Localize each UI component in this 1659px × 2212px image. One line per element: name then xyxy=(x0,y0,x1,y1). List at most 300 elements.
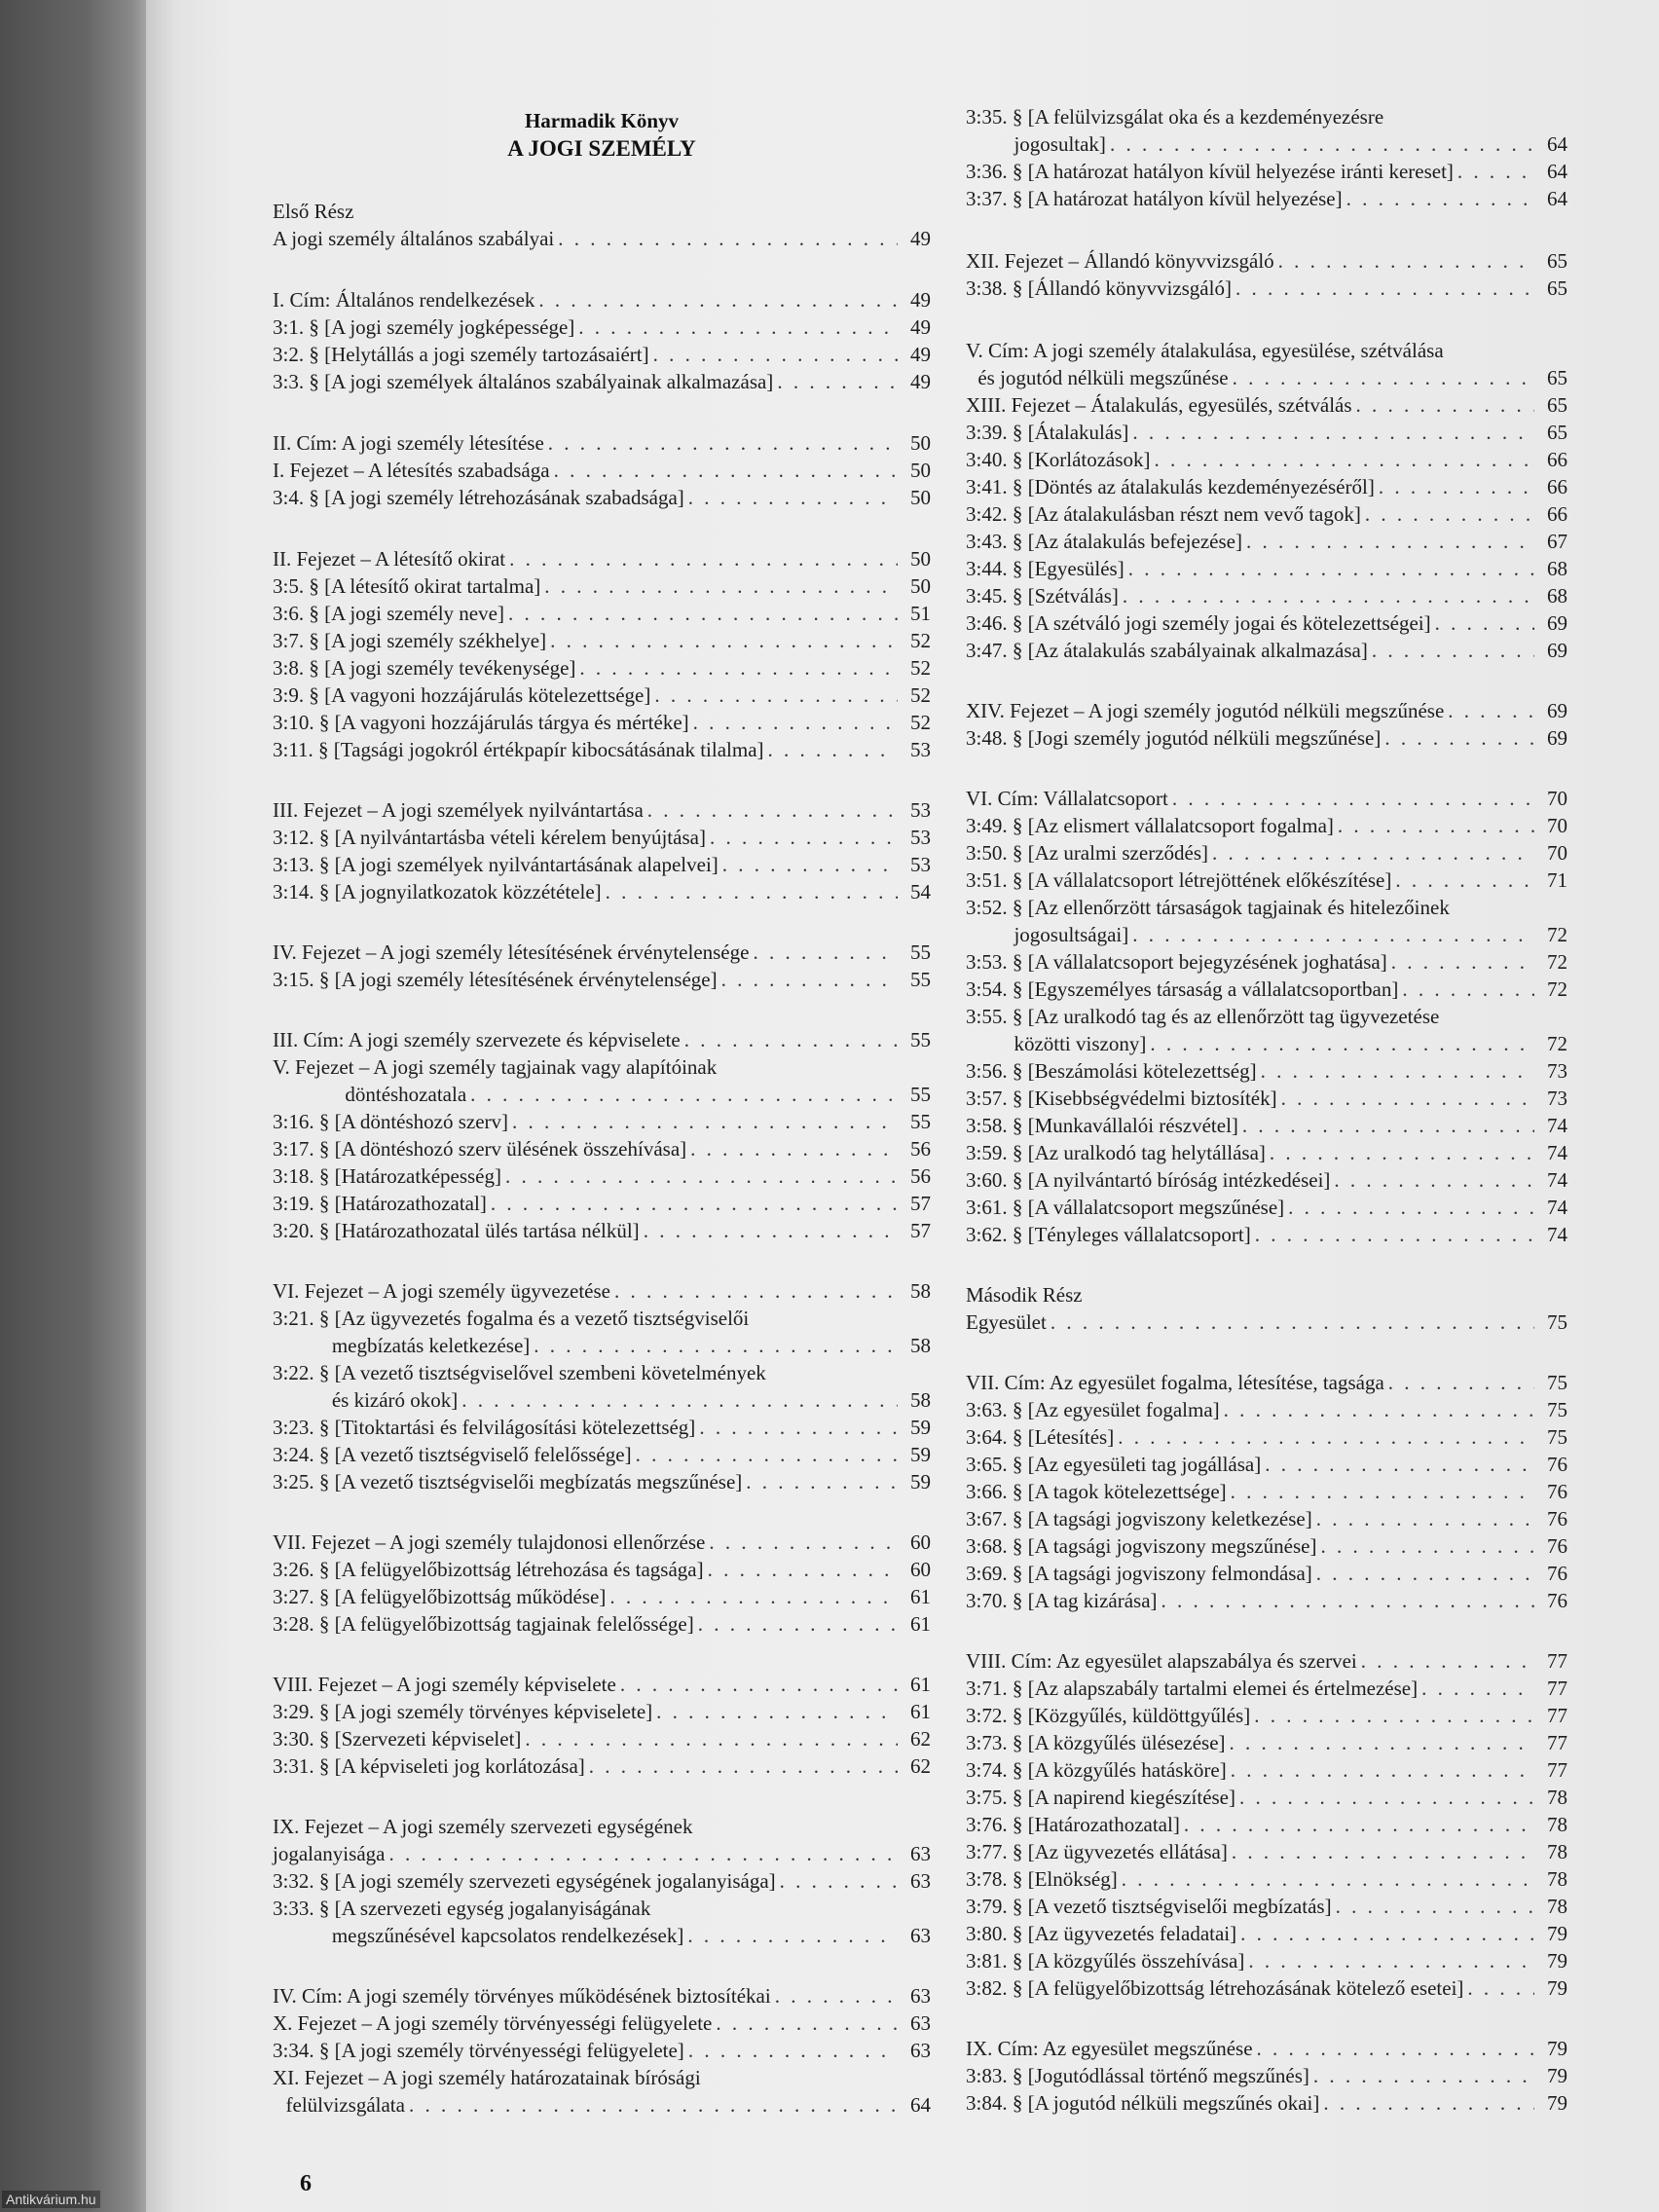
toc-entry-page: 75 xyxy=(1547,1398,1567,1421)
toc-entry xyxy=(273,315,931,340)
toc-entry-page: 72 xyxy=(1547,1032,1567,1055)
toc-entry-title: 3:37. § [A határozat hatályon kívül helyezése] xyxy=(966,187,1343,210)
toc-entry-page: 63 xyxy=(910,1842,931,1865)
toc-entry-title: 3:14. § [A jognyilatkozatok közzététele] xyxy=(273,880,602,903)
toc-entry xyxy=(273,227,931,251)
toc-entry xyxy=(977,366,1567,390)
dot-leader xyxy=(1255,1223,1534,1247)
toc-entry xyxy=(966,726,1567,751)
dot-leader xyxy=(544,574,898,599)
toc-entry-page: 52 xyxy=(910,711,931,734)
toc-entry-page: 68 xyxy=(1547,557,1567,580)
dot-leader xyxy=(656,1700,898,1724)
dot-leader xyxy=(1467,1976,1534,2001)
toc-entry-title: 3:25. § [A vezető tisztségviselői megbízatás megszűnése] xyxy=(273,1470,743,1493)
toc-entry-page: 52 xyxy=(910,656,931,680)
toc-entry-title: IX. Cím: Az egyesület megszűnése xyxy=(966,2037,1253,2060)
toc-entry-title: 3:32. § [A jogi személy szervezeti egységének jogalanyisága] xyxy=(273,1869,776,1893)
dot-leader xyxy=(1123,584,1534,608)
toc-entry-page: 58 xyxy=(910,1334,931,1357)
toc-entry-title: 3:13. § [A jogi személyek nyilvántartásának alapelvei] xyxy=(273,853,719,876)
toc-entry-title: VI. Cím: Vállalatcsoport xyxy=(966,787,1168,810)
dot-leader xyxy=(609,1585,898,1609)
toc-entry xyxy=(966,1059,1567,1084)
toc-entry-page: 63 xyxy=(910,2011,931,2035)
toc-entry-page: 64 xyxy=(910,2093,931,2117)
toc-entry xyxy=(966,1223,1567,1247)
toc-entry-page: 65 xyxy=(1547,249,1567,273)
toc-entry-title: 3:41. § [Döntés az átalakulás kezdeményezéséről] xyxy=(966,475,1375,498)
toc-entry-page: 76 xyxy=(1547,1562,1567,1585)
toc-entry-page: 56 xyxy=(910,1137,931,1161)
dot-leader xyxy=(1320,1534,1534,1559)
dot-leader xyxy=(534,1334,898,1358)
dot-leader xyxy=(688,2039,898,2063)
toc-entry xyxy=(966,1922,1567,1946)
dot-leader xyxy=(1257,2037,1534,2061)
toc-entry-page: 65 xyxy=(1547,366,1567,389)
dot-leader xyxy=(647,798,898,823)
toc-entry-title: 3:71. § [Az alapszabály tartalmi elemei és értelmezése] xyxy=(966,1677,1419,1700)
dot-leader xyxy=(1231,1758,1534,1783)
dot-leader xyxy=(698,1612,898,1637)
toc-entry-title: I. Cím: Általános rendelkezések xyxy=(273,288,535,312)
toc-entry xyxy=(966,1005,1567,1029)
toc-entry-title: 3:38. § [Állandó könyvvizsgáló] xyxy=(966,276,1232,300)
toc-entry-page: 72 xyxy=(1547,977,1567,1001)
toc-entry-title: XI. Fejezet – A jogi személy határozatainak bírósági xyxy=(273,2066,701,2089)
toc-entry-title: 3:69. § [A tagsági jogviszony felmondása] xyxy=(966,1562,1312,1585)
toc-entry-page: 60 xyxy=(910,1530,931,1554)
toc-entry-title: és jogutód nélküli megszűnése xyxy=(977,366,1229,389)
toc-entry-title: Első Rész xyxy=(273,200,354,223)
toc-entry-page: 64 xyxy=(1547,187,1567,210)
toc-entry-page: 60 xyxy=(910,1558,931,1581)
toc-entry xyxy=(966,1589,1567,1613)
toc-entry-title: 3:26. § [A felügyelőbizottság létrehozása és tagsága] xyxy=(273,1558,704,1581)
dot-leader xyxy=(525,1727,898,1751)
toc-entry xyxy=(273,826,931,850)
toc-entry-title: 3:20. § [Határozathozatal ülés tartása nélkül] xyxy=(273,1219,640,1242)
dot-leader xyxy=(614,1279,898,1304)
toc-entry xyxy=(273,2066,931,2090)
toc-entry xyxy=(966,2037,1567,2061)
dot-leader xyxy=(606,880,898,904)
toc-entry-title: 3:29. § [A jogi személy törvényes képviselete] xyxy=(273,1700,653,1723)
toc-entry-title: 3:40. § [Korlátozások] xyxy=(966,448,1151,471)
toc-entry-page: 56 xyxy=(910,1164,931,1188)
dot-leader xyxy=(1235,276,1534,301)
toc-entry-page: 55 xyxy=(910,968,931,991)
toc-entry-title: 3:42. § [Az átalakulásban részt nem vevő tagok] xyxy=(966,502,1361,526)
toc-entry-title: II. Cím: A jogi személy létesítése xyxy=(273,431,544,455)
page-number: 6 xyxy=(300,2171,312,2196)
toc-entry xyxy=(273,486,931,510)
toc-entry-page: 55 xyxy=(910,940,931,964)
toc-entry-page: 74 xyxy=(1547,1141,1567,1164)
toc-entry-title: jogosultak] xyxy=(1014,132,1106,156)
toc-entry-title: 3:59. § [Az uralkodó tag helytállása] xyxy=(966,1141,1266,1164)
toc-entry-page: 69 xyxy=(1547,611,1567,635)
toc-entry-page: 78 xyxy=(1547,1813,1567,1836)
dot-leader xyxy=(1356,393,1534,418)
toc-entry xyxy=(966,249,1567,274)
toc-entry xyxy=(273,683,931,708)
book-spine-shadow xyxy=(0,0,156,2212)
toc-entry-page: 70 xyxy=(1547,841,1567,865)
dot-leader xyxy=(1248,1949,1534,1973)
toc-entry xyxy=(966,557,1567,581)
toc-entry-title: 3:22. § [A vezető tisztségviselővel szembeni követelmények xyxy=(273,1361,766,1384)
toc-entry xyxy=(966,2091,1567,2116)
dot-leader xyxy=(550,629,898,653)
toc-entry-title: 3:56. § [Beszámolási kötelezettség] xyxy=(966,1059,1257,1083)
toc-entry xyxy=(966,1087,1567,1111)
toc-entry-page: 62 xyxy=(910,1754,931,1778)
toc-entry-title: 3:73. § [A közgyűlés ülésezése] xyxy=(966,1731,1226,1754)
dot-leader xyxy=(777,370,898,394)
dot-leader xyxy=(1118,1425,1534,1450)
toc-entry-title: 3:48. § [Jogi személy jogutód nélküli megszűnése] xyxy=(966,726,1382,750)
toc-entry-title: 3:2. § [Helytállás a jogi személy tartozásaiért] xyxy=(273,343,649,366)
toc-entry xyxy=(966,1371,1567,1395)
toc-entry-page: 63 xyxy=(910,1984,931,2008)
toc-entry-page: 53 xyxy=(910,798,931,822)
toc-entry-page: 77 xyxy=(1547,1677,1567,1700)
dot-leader xyxy=(554,459,898,483)
toc-entry-title: 3:50. § [Az uralmi szerződés] xyxy=(966,841,1208,865)
toc-entry-title: 3:11. § [Tagsági jogokról értékpapír kibocsátásának tilalma] xyxy=(273,738,764,761)
toc-entry-title: 3:1. § [A jogi személy jogképessége] xyxy=(273,315,575,339)
toc-entry-page: 77 xyxy=(1547,1704,1567,1727)
toc-entry-title: X. Fejezet – A jogi személy törvényességi felügyelete xyxy=(273,2011,713,2035)
toc-entry xyxy=(966,1141,1567,1165)
toc-entry xyxy=(273,1585,931,1609)
toc-entry xyxy=(966,1758,1567,1783)
dot-leader xyxy=(653,343,898,367)
toc-entry xyxy=(273,1361,931,1385)
toc-entry-title: 3:79. § [A vezető tisztségviselői megbízatás] xyxy=(966,1895,1332,1918)
toc-entry xyxy=(273,1443,931,1467)
dot-leader xyxy=(1379,475,1534,499)
toc-entry-title: 3:61. § [A vállalatcsoport megszűnése] xyxy=(966,1196,1285,1219)
toc-entry xyxy=(966,502,1567,527)
toc-entry-page: 76 xyxy=(1547,1453,1567,1476)
toc-entry-title: 3:31. § [A képviseleti jog korlátozása] xyxy=(273,1754,585,1778)
toc-entry-page: 75 xyxy=(1547,1371,1567,1394)
toc-entry xyxy=(273,1279,931,1304)
dot-leader xyxy=(620,1673,898,1697)
toc-right-column xyxy=(966,0,1567,2212)
dot-leader xyxy=(1395,868,1534,893)
dot-leader xyxy=(1233,366,1534,390)
toc-entry-title: II. Fejezet – A létesítő okirat xyxy=(273,547,506,571)
toc-entry-page: 64 xyxy=(1547,132,1567,156)
toc-entry-title: VII. Cím: Az egyesület fogalma, létesítése, tagsága xyxy=(966,1371,1384,1394)
toc-entry-title: és kizáró okok] xyxy=(331,1388,459,1412)
toc-entry xyxy=(273,343,931,367)
toc-entry xyxy=(273,940,931,965)
toc-entry-page: 57 xyxy=(910,1219,931,1242)
toc-entry-page: 53 xyxy=(910,738,931,761)
dot-leader xyxy=(1316,1562,1534,1586)
toc-entry-page: 50 xyxy=(910,431,931,455)
toc-entry-title: 3:47. § [Az átalakulás szabályainak alkalmazása] xyxy=(966,639,1368,662)
dot-leader xyxy=(780,1869,898,1894)
dot-leader xyxy=(688,486,898,510)
dot-leader xyxy=(1242,1114,1534,1138)
toc-entry xyxy=(273,1028,931,1052)
toc-entry-page: 58 xyxy=(910,1388,931,1412)
toc-entry xyxy=(966,1310,1567,1335)
toc-entry-page: 72 xyxy=(1547,950,1567,974)
toc-entry-page: 74 xyxy=(1547,1223,1567,1246)
toc-entry xyxy=(966,699,1567,723)
dot-leader xyxy=(753,940,898,965)
toc-entry-page: 50 xyxy=(910,459,931,482)
toc-entry xyxy=(966,1534,1567,1559)
toc-entry-page: 55 xyxy=(910,1028,931,1051)
dot-leader xyxy=(1246,530,1534,554)
toc-entry-title: 3:83. § [Jogutódlással történő megszűnés] xyxy=(966,2064,1309,2087)
toc-entry xyxy=(966,1507,1567,1531)
toc-entry-page: 66 xyxy=(1547,475,1567,498)
toc-entry xyxy=(966,160,1567,184)
toc-entry xyxy=(966,1425,1567,1450)
toc-entry-title: 3:66. § [A tagok kötelezettsége] xyxy=(966,1480,1227,1503)
toc-entry xyxy=(273,798,931,823)
toc-entry xyxy=(966,1480,1567,1504)
toc-entry xyxy=(273,1612,931,1637)
toc-entry xyxy=(966,1786,1567,1810)
toc-entry xyxy=(273,711,931,735)
toc-entry xyxy=(966,393,1567,418)
toc-entry-title: 3:60. § [A nyilvántartó bíróság intézkedései] xyxy=(966,1168,1331,1192)
toc-entry-title: megbízatás keletkezése] xyxy=(331,1334,531,1357)
toc-entry xyxy=(966,475,1567,499)
toc-entry xyxy=(273,288,931,313)
toc-entry-title: I. Fejezet – A létesítés szabadsága xyxy=(273,459,550,482)
toc-entry xyxy=(273,1897,931,1921)
dot-leader xyxy=(1254,1704,1534,1728)
toc-entry-title: 3:16. § [A döntéshozó szerv] xyxy=(273,1110,509,1133)
toc-entry-title: 3:70. § [A tag kizárása] xyxy=(966,1589,1158,1612)
toc-entry-page: 72 xyxy=(1547,923,1567,946)
toc-entry xyxy=(966,950,1567,975)
toc-entry-page: 49 xyxy=(910,288,931,312)
dot-leader xyxy=(1281,1087,1534,1111)
toc-entry-title: 3:35. § [A felülvizsgálat oka és a kezdeményezésre xyxy=(966,105,1384,129)
toc-entry xyxy=(966,421,1567,445)
toc-entry-title: XIII. Fejezet – Átalakulás, egyesülés, szétválás xyxy=(966,393,1352,417)
toc-entry xyxy=(273,1137,931,1161)
toc-entry xyxy=(966,1562,1567,1586)
toc-entry-title: 3:28. § [A felügyelőbizottság tagjainak felelőssége] xyxy=(273,1612,694,1636)
dot-leader xyxy=(1265,1453,1534,1477)
dot-leader xyxy=(709,1530,898,1555)
toc-entry xyxy=(273,1110,931,1134)
toc-entry xyxy=(966,448,1567,472)
dot-leader xyxy=(1231,1480,1534,1504)
dot-leader xyxy=(1184,1813,1534,1837)
toc-entry-page: 76 xyxy=(1547,1480,1567,1503)
toc-entry-page: 76 xyxy=(1547,1507,1567,1530)
toc-entry-page: 50 xyxy=(910,574,931,598)
toc-entry-page: 63 xyxy=(910,1924,931,1947)
dot-leader xyxy=(693,711,898,735)
toc-entry-page: 63 xyxy=(910,1869,931,1893)
toc-entry xyxy=(273,574,931,599)
toc-entry xyxy=(332,1334,931,1358)
toc-entry-page: 57 xyxy=(910,1192,931,1215)
toc-entry-title: III. Cím: A jogi személy szervezete és képviselete xyxy=(273,1028,681,1051)
dot-leader xyxy=(470,1083,898,1107)
toc-entry-page: 74 xyxy=(1547,1168,1567,1192)
toc-entry-page: 75 xyxy=(1547,1310,1567,1334)
dot-leader xyxy=(558,227,898,251)
toc-entry-page: 65 xyxy=(1547,276,1567,300)
dot-leader xyxy=(1388,1371,1534,1395)
toc-entry-title: jogalanyisága xyxy=(273,1842,386,1865)
toc-entry-page: 55 xyxy=(910,1110,931,1133)
toc-entry xyxy=(966,1196,1567,1220)
toc-entry xyxy=(273,2011,931,2036)
toc-entry xyxy=(966,1704,1567,1728)
toc-entry xyxy=(286,2093,931,2118)
dot-leader xyxy=(1288,1196,1534,1220)
toc-entry-page: 68 xyxy=(1547,584,1567,608)
dot-leader xyxy=(1421,1677,1534,1701)
toc-entry-title: 3:53. § [A vállalatcsoport bejegyzésének joghatása] xyxy=(966,950,1387,974)
toc-entry xyxy=(966,1949,1567,1973)
toc-entry-title: 3:3. § [A jogi személyek általános szabályainak alkalmazása] xyxy=(273,370,774,393)
toc-entry-page: 79 xyxy=(1547,2064,1567,2087)
toc-entry-page: 69 xyxy=(1547,726,1567,750)
dot-leader xyxy=(775,1984,898,2009)
dot-leader xyxy=(409,2093,898,2118)
toc-entry xyxy=(966,1813,1567,1837)
dot-leader xyxy=(1372,639,1534,663)
toc-entry-page: 77 xyxy=(1547,1731,1567,1754)
toc-entry xyxy=(1014,1032,1567,1056)
dot-leader xyxy=(708,1558,898,1582)
toc-entry xyxy=(966,1677,1567,1701)
dot-leader xyxy=(1402,977,1534,1002)
toc-entry xyxy=(273,1984,931,2009)
dot-leader xyxy=(1232,1840,1534,1864)
toc-entry xyxy=(966,841,1567,866)
dot-leader xyxy=(388,1842,898,1866)
toc-entry-page: 55 xyxy=(910,1083,931,1106)
dot-leader xyxy=(684,1028,898,1052)
toc-entry-page: 61 xyxy=(910,1585,931,1608)
toc-entry-page: 69 xyxy=(1547,639,1567,662)
toc-entry xyxy=(966,1453,1567,1477)
toc-entry-title: 3:18. § [Határozatképesség] xyxy=(273,1164,501,1188)
toc-entry xyxy=(273,1055,931,1080)
dot-leader xyxy=(690,1137,898,1161)
toc-entry xyxy=(273,1558,931,1582)
toc-entry xyxy=(273,1673,931,1697)
toc-entry-title: 3:43. § [Az átalakulás befejezése] xyxy=(966,530,1242,553)
toc-entry xyxy=(966,1895,1567,1919)
toc-entry-title: 3:63. § [Az egyesület fogalma] xyxy=(966,1398,1220,1421)
toc-entry-title: döntéshozatala xyxy=(345,1083,467,1106)
toc-entry-title: 3:72. § [Közgyűlés, küldöttgyűlés] xyxy=(966,1704,1251,1727)
toc-entry-title: 3:27. § [A felügyelőbizottság működése] xyxy=(273,1585,607,1608)
toc-entry xyxy=(966,339,1567,363)
toc-entry-page: 76 xyxy=(1547,1589,1567,1612)
toc-entry-page: 74 xyxy=(1547,1196,1567,1219)
toc-entry-page: 54 xyxy=(910,880,931,903)
toc-entry xyxy=(966,105,1567,129)
dot-leader xyxy=(1122,1867,1534,1892)
dot-leader xyxy=(512,1110,898,1134)
toc-entry-title: 3:7. § [A jogi személy székhelye] xyxy=(273,629,547,652)
toc-entry-title: 3:4. § [A jogi személy létrehozásának szabadsága] xyxy=(273,486,684,509)
toc-entry-title: közötti viszony] xyxy=(1014,1032,1147,1055)
dot-leader xyxy=(746,1470,898,1494)
toc-left-column xyxy=(273,0,931,2212)
toc-entry-page: 65 xyxy=(1547,421,1567,444)
toc-entry xyxy=(273,656,931,681)
dot-leader xyxy=(1323,2091,1534,2116)
book-subtitle: A JOGI SZEMÉLY xyxy=(507,136,696,161)
toc-entry-page: 67 xyxy=(1547,530,1567,553)
toc-entry-title: VIII. Fejezet – A jogi személy képviselete xyxy=(273,1673,616,1696)
toc-entry xyxy=(273,431,931,456)
toc-entry-page: 59 xyxy=(910,1416,931,1439)
toc-entry xyxy=(966,1649,1567,1674)
toc-entry xyxy=(966,787,1567,811)
toc-entry-page: 61 xyxy=(910,1673,931,1696)
dot-leader xyxy=(1316,1507,1534,1531)
toc-entry-page: 66 xyxy=(1547,448,1567,471)
toc-entry-page: 50 xyxy=(910,486,931,509)
toc-entry-page: 73 xyxy=(1547,1059,1567,1083)
dot-leader xyxy=(710,826,898,850)
toc-entry xyxy=(332,1924,931,1948)
toc-entry xyxy=(966,1867,1567,1892)
toc-entry xyxy=(273,1416,931,1440)
dot-leader xyxy=(505,1164,898,1189)
toc-entry-page: 49 xyxy=(910,343,931,366)
toc-entry-page: 79 xyxy=(1547,2037,1567,2060)
dot-leader xyxy=(1230,1731,1534,1755)
toc-entry-title: IX. Fejezet – A jogi személy szervezeti egységének xyxy=(273,1815,693,1838)
toc-entry xyxy=(273,1219,931,1243)
toc-entry-title: 3:57. § [Kisebbségvédelmi biztosíték] xyxy=(966,1087,1277,1110)
toc-entry-title: 3:21. § [Az ügyvezetés fogalma és a vezető tisztségviselői xyxy=(273,1307,750,1330)
dot-leader xyxy=(1128,557,1534,581)
dot-leader xyxy=(1346,187,1534,211)
toc-entry xyxy=(273,1842,931,1866)
toc-entry xyxy=(273,602,931,626)
toc-entry-title: 3:19. § [Határozathozatal] xyxy=(273,1192,487,1215)
dot-leader xyxy=(1224,1398,1534,1422)
dot-leader xyxy=(768,738,898,762)
toc-entry-page: 69 xyxy=(1547,699,1567,722)
toc-entry xyxy=(966,530,1567,554)
toc-entry-page: 74 xyxy=(1547,1114,1567,1137)
toc-entry-title: 3:62. § [Tényleges vállalatcsoport] xyxy=(966,1223,1251,1246)
toc-entry-title: 3:6. § [A jogi személy neve] xyxy=(273,602,504,625)
dot-leader xyxy=(1435,611,1534,636)
toc-entry-title: 3:51. § [A vállalatcsoport létrejöttének előkészítése] xyxy=(966,868,1392,892)
toc-entry xyxy=(966,868,1567,893)
toc-entry-title: 3:5. § [A létesítő okirat tartalma] xyxy=(273,574,541,598)
toc-entry-title: XIV. Fejezet – A jogi személy jogutód nélküli megszűnése xyxy=(966,699,1445,722)
